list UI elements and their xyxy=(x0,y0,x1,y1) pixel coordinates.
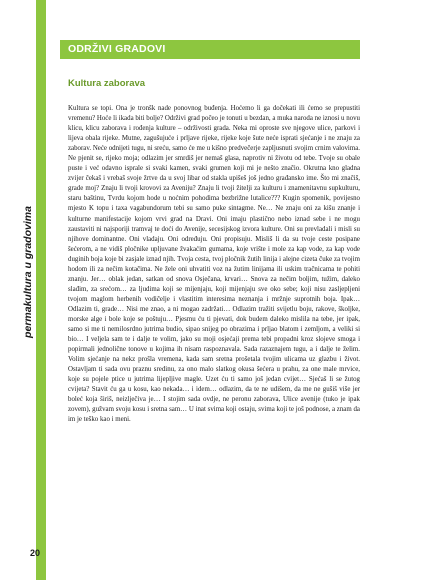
section-title-bar: ODRŽIVI GRADOVI xyxy=(60,40,360,59)
green-side-stripe xyxy=(36,0,46,580)
vertical-book-title: permakultura u gradovima xyxy=(22,206,34,338)
article-heading: Kultura zaborava xyxy=(68,78,146,89)
article-body: Kultura se topi. Ona je tronšk nade ponovnog buđenja. Hoćemo li ga dočekati ili ćemo se prepustiti vremenu? Hoće li ikada biti bolje? Održivi grad počeo je tonuti u bezdan, a muka naroda ne iznosi u novu klicu, klicu zaborava i rođenja kulture – održivosti grada. Neka mi oproste sve njegove ulice, parkovi i lijeva obala rijeke. Mutne, zagušujuće i prljave rijeke, rijeke koje šute neće isprati sjećanje i ne znaju za zaborav. Neće odnijeti tugu, ni sreću, samo će me u kišno predvečerje zapljusnuti svojim crnim valovima. Ne pjenit se, rijeko moja; odlazim jer smrdiš jer nemaš glasa, naprotiv ni životu od tebe. Tvoje su obale puste i već odavno isprale si svaki kamen, svaki grumen koji mi je nešto značio. Okrutna kno gladna zvijer čekaš i vrebaš svoje žrtve da u svoj libar od stakla upišeš još jedno građansko ime. Što mi značiš, grade moj? Znaju li tvoji krovovi za Aveniju? Znaju li tvoji žitelji za kulturu i znamenitavnu supkulturu, staru baštinu, Tvrdu kojom hode u noćnim pohodima bezbrižne lutalice??? Kugin spomenik, povijesno mjesto K topu i taxa vagabundorum tebi su samo puke sintagme. Ne… Ne znaju oni za kišu znanje i kulturne manifestacije kojom vrvi grad na Dravi. Oni imaju plastično nebo iznad sebe i ne mogu zaustaviti ni najsporiji tramvaj te doći do Avenije, secesijskog izvora kulture. Oni su prevladali i misli su njihove dominantne. Oni vladaju. Oni određuju. Oni propisuju. Misliš li da su tvoje ceste posipane šećerom, a ne vidiš pločnike upljuvane žvakaćim gumama, koje vrište i mole za kap vode, za kap vode duginih boja koje bi zasjale iznad njih. Tvoja cesta, tvoj pločnik žutih linija i alejne cizeta čuke za tvojim hodom ili za nečim kotačima. Ne žele oni uhvatiti voz na žutim linijama ili uskim tračnicama te pohiti znanju. Jer… oblak jedan, satkan od snova Osječana, krvari… Snova za nečim boljim, tužim, daleko slađim, za srećom… za ljudima koji se mijenjaju, koji mijenjaju sve oko sebe; koji nisu zasljepljeni tvojom maglom herbenih vodičelje i vlastitim interesima neznanja i mržnje suprotnih boja. Ipak… Odlazim ti, grade… Nisi me znao, a ni mogao zadržati… Odlazim tražiti svijetlu boju, rakove, školjke, morske alge i bole koje se poštuju… Pjesmu ću ti pjevati, dok budem daleko mislila na tebe, jer ipak, samo si me ti nemilosrdno jutrima budio, sipao snijeg po obrazima i prljao blatom i zemljom, a veliki si bio… I veljela sam te i dalje te volim, jako su moji osjećaji prema tebi propadni kroz slojeve smoga i popirmali jednolične tonove u kojima ih nisam raspoznavala. Sada razaznajem tugu, a i dalje te želim. Volim sjećanje na nekz prošla vremena, kada sam sretna prošetala tvojim ulicama uz glazbu i život. Ostavljam ti sada ovu praznu sredinu, za ono malo slatkog okusa šećera u prahu, za one male mrvice, koje su pojele ptice u jutrima lijepljive magle. Uzet ću ti samo još jedan cvijet… Sjećaš li se žutog cvijeta? Stavit ću ga u kosu, kao nekada… i idem… odlazim, da te ne udišem, da me ne gušiš više jer boleć koja širiš, neizlječiva je… I stojim sada ovdje, ne peronu zaborava, Ulice avenije (tuko je ipak zovem), gužvam svoju kosu i sretna sam… U inat svima koji ostaju, svima koji te još podnose, a znam da im je teško kao i meni. xyxy=(68,105,360,424)
page-number: 20 xyxy=(30,548,41,558)
